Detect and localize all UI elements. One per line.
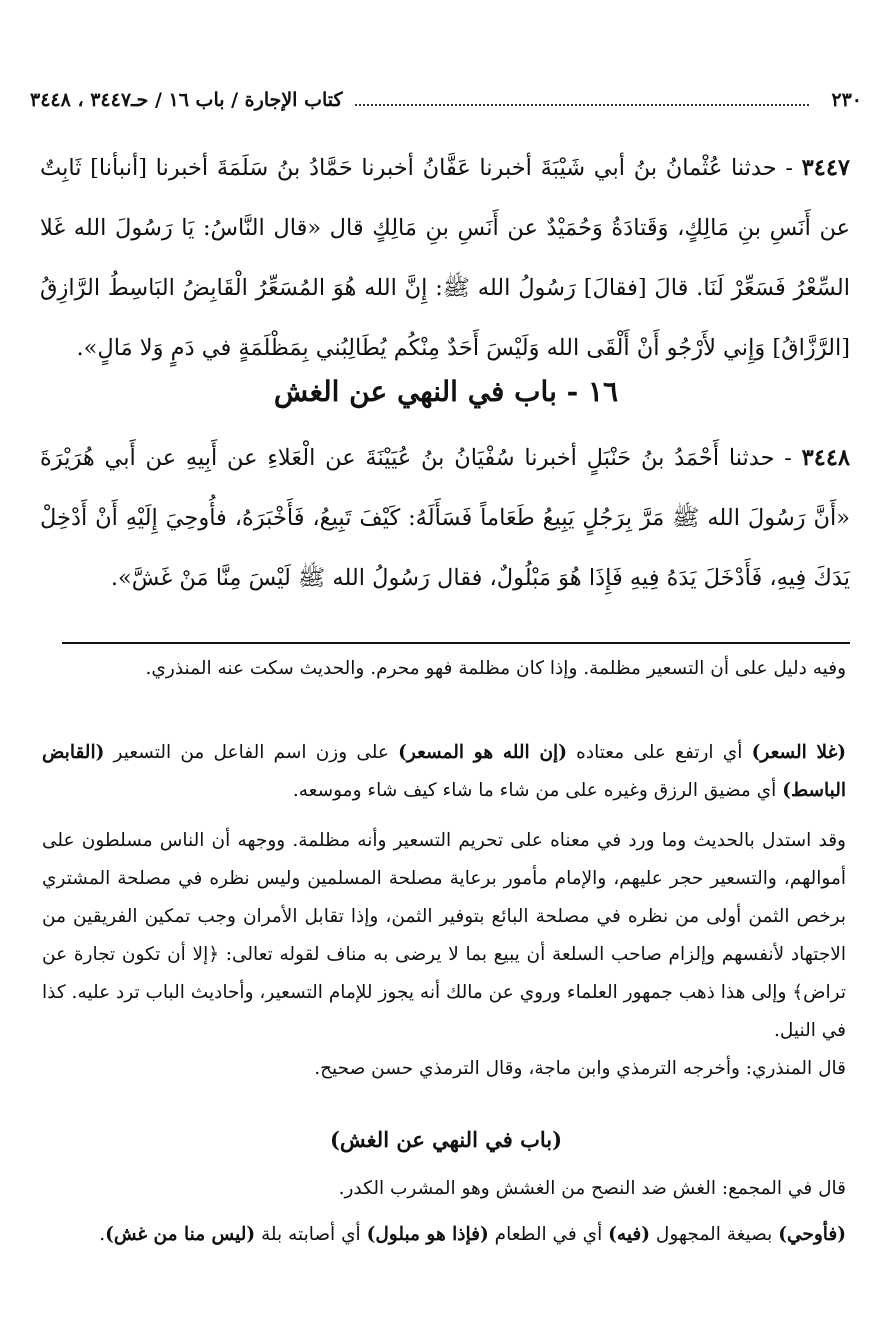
page-header — [30, 86, 862, 114]
term: (ليس منا من غش) — [105, 1224, 256, 1245]
commentary-paragraph: (فأوحي) بصيغة المجهول (فيه) أي في الطعام (فإذا هو مبلول) أي أصابته بلة (ليس منا من غش). — [99, 1224, 846, 1245]
page-number: ٢٣٠ — [831, 89, 862, 111]
hadith-3447 — [40, 138, 850, 378]
running-title: كتاب الإجارة / باب ١٦ / حـ٣٤٤٧ ، ٣٤٤٨ — [30, 89, 343, 111]
commentary-paragraph: قال في المجمع: الغش ضد النصح من الغشش وهو المشرب الكدر. — [338, 1178, 846, 1199]
hadith-number: ٣٤٤٧ — [801, 155, 850, 181]
hadith-text: - حدثنا أَحْمَدُ بنُ حَنْبَلٍ أخبرنا سُفْيَانُ بنُ عُيَيْنَةَ عن الْعَلاءِ عن أَبِيهِ عن أَبي هُرَيْرَةَ «أَنَّ رَسُولَ الله ﷺ مَرَّ بِرَجُلٍ يَبِيعُ طَعَاماً فَسَأَلَهُ: كَيْفَ تَبِيعُ، فَأَخْبَرَهُ، فأُوحِيَ إِلَيْهِ أَنْ أَدْخِلْ يَدَكَ فِيهِ، فَأَدْخَلَ يَدَهُ فِيهِ فَإِذَا هُوَ مَبْلُولٌ، فقال رَسُولُ الله ﷺ لَيْسَ مِنَّا مَنْ غَشَّ». — [40, 445, 850, 591]
term: (فيه) — [608, 1224, 651, 1245]
commentary-paragraph: قال المنذري: وأخرجه الترمذي وابن ماجة، وقال الترمذي حسن صحيح. — [314, 1058, 846, 1079]
commentary-block-5 — [42, 1216, 846, 1254]
header-dotted-leader — [355, 94, 810, 106]
term: (إن الله هو المسعر) — [398, 742, 567, 763]
commentary-paragraph: وفيه دليل على أن التسعير مظلمة. وإذا كان مظلمة فهو محرم. والحديث سكت عنه المنذري. — [145, 658, 846, 679]
commentary-block-3 — [42, 822, 846, 1088]
commentary-divider — [62, 642, 850, 644]
commentary-paragraph: وقد استدل بالحديث وما ورد في معناه على تحريم التسعير وأنه مظلمة. ووجهه أن الناس مسلطون على أموالهم، والتسعير حجر عليهم، والإمام مأمور برعاية مصلحة المسلمين وليس نظره في مصلحة المشتري برخص الثمن أولى من نظره في مصلحة البائع بتوفير الثمن، وإذا تقابل الأمران وجب تمكين الفريقين من الاجتهاد لأنفسهم وإلزام صاحب السلعة أن يبيع بما لا يرضى به مناف لقوله تعالى: ﴿إلا أن تكون تجارة عن تراض﴾ وإلى هذا ذهب جمهور العلماء وروي عن مالك أنه يجوز للإمام التسعير، وأحاديث الباب ترد عليه. كذا في النيل. — [42, 830, 846, 1041]
commentary-block-2 — [42, 734, 846, 810]
hadith-3448 — [40, 428, 850, 608]
commentary-paragraph: (غلا السعر) أي ارتفع على معتاده (إن الله هو المسعر) على وزن اسم الفاعل من التسعير (القابض الباسط) أي مضيق الرزق وغيره على من شاء ما شاء كيف شاء وموسعه. — [42, 742, 847, 801]
term: (القابض الباسط) — [42, 742, 846, 801]
term: (فإذا هو مبلول) — [366, 1224, 489, 1245]
hadith-text: - حدثنا عُثْمانُ بنُ أبي شَيْبَةَ أخبرنا عَفَّانُ أخبرنا حَمَّادُ بنُ سَلَمَةَ أخبرنا [أنبأنا] ثَابِتٌ عن أَنَسِ بنِ مَالِكٍ، وَقَتادَةُ وَحُمَيْدٌ عن أَنَسِ بنِ مَالِكٍ قال «قال النَّاسُ: يَا رَسُولَ الله غَلا السِّعْرُ فَسَعِّرْ لَنَا. قالَ [فقالَ] رَسُولُ الله ﷺ: إِنَّ الله هُوَ المُسَعِّرُ الْقَابِضُ البَاسِطُ الرَّازِقُ [الرَّزَّاقُ] وَإِني لأَرْجُو أَنْ أَلْقَى الله وَلَيْسَ أَحَدٌ مِنْكُم يُطَالِبُني بِمَظْلَمَةٍ في دَمٍ وَلا مَالٍ». — [40, 155, 850, 361]
commentary-block-1 — [42, 650, 846, 688]
chapter-title: ١٦ - باب في النهي عن الغش — [273, 375, 619, 408]
term: (فأوحي) — [778, 1224, 846, 1245]
commentary-sub-heading: (باب في النهي عن الغش) — [329, 1127, 563, 1152]
hadith-number: ٣٤٤٨ — [801, 445, 850, 471]
commentary-block-4 — [42, 1170, 846, 1208]
term: (غلا السعر) — [751, 742, 847, 763]
